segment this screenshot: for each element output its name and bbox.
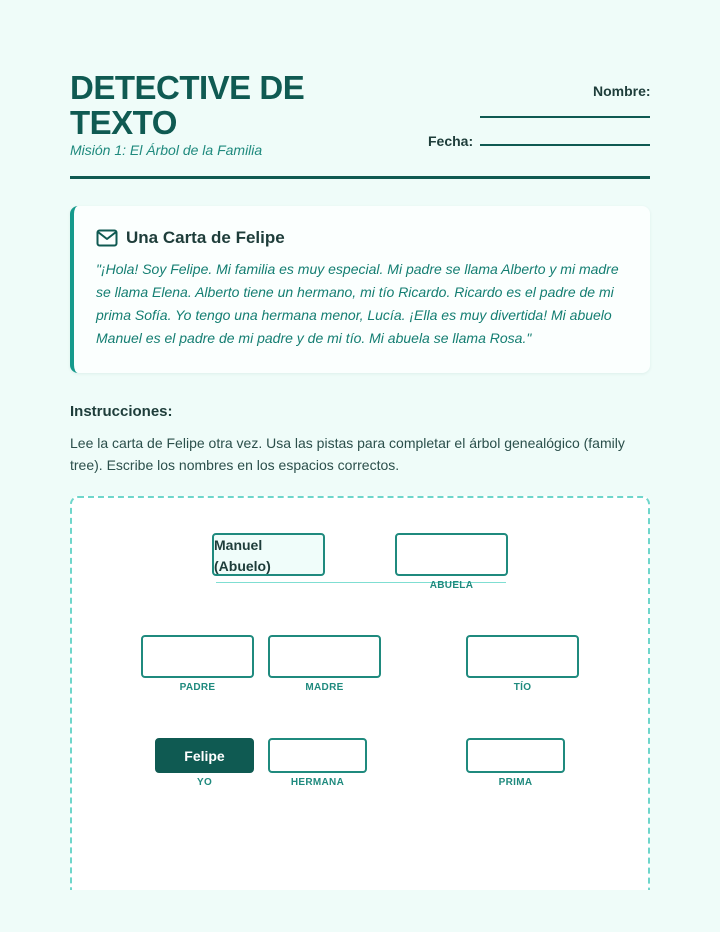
family-tree-area: [70, 496, 650, 896]
abuela-role-label: ABUELA: [429, 580, 474, 591]
page-title: DETECTIVE DE TEXTO: [70, 69, 305, 141]
date-field[interactable]: [480, 144, 650, 146]
instructions-title: Instrucciones:: [70, 403, 173, 420]
letter-card: [70, 206, 650, 373]
abuelo-value: Manuel (Abuelo): [214, 537, 271, 574]
madre-role-label: MADRE: [305, 682, 344, 693]
page-subtitle: Misión 1: El Árbol de la Familia: [70, 142, 263, 158]
letter-title: Una Carta de Felipe: [126, 228, 285, 247]
yo-value: Felipe: [184, 747, 225, 764]
madre-box[interactable]: [268, 635, 381, 678]
yo-role-label: YO: [196, 777, 213, 788]
date-label: Fecha:: [428, 133, 474, 149]
name-field[interactable]: [480, 116, 650, 118]
abuela-box[interactable]: [395, 533, 508, 576]
instructions-body: Lee la carta de Felipe otra vez. Usa las pistas para completar el árbol genealógico (family tree). Escribe los nombres en los espacios correctos.: [70, 435, 625, 473]
tio-box[interactable]: [466, 635, 579, 678]
yo-box[interactable]: [155, 738, 254, 773]
padre-box[interactable]: [141, 635, 254, 678]
tio-role-label: TÍO: [513, 682, 532, 693]
padre-role-label: PADRE: [179, 682, 216, 693]
mail-icon: [96, 229, 118, 247]
hermana-box[interactable]: [268, 738, 367, 773]
letter-header: [96, 228, 285, 248]
hermana-role-label: HERMANA: [290, 777, 345, 788]
abuelo-box[interactable]: [212, 533, 325, 576]
letter-body: "¡Hola! Soy Felipe. Mi familia es muy especial. Mi padre se llama Alberto y mi madre se llama Elena. Alberto tiene un hermano, mi tío Ricardo. Ricardo es el padre de mi prima Sofía. Yo tengo una hermana menor, Lucía. ¡Ella es muy divertida! Mi abuelo Manuel es el padre de mi padre y de mi tío. Mi abuela se llama Rosa.": [96, 261, 619, 346]
prima-role-label: PRIMA: [498, 777, 533, 788]
name-label: Nombre:: [593, 83, 651, 99]
page-bottom-margin: [60, 890, 660, 932]
prima-box[interactable]: [466, 738, 565, 773]
header-divider: [70, 176, 650, 179]
